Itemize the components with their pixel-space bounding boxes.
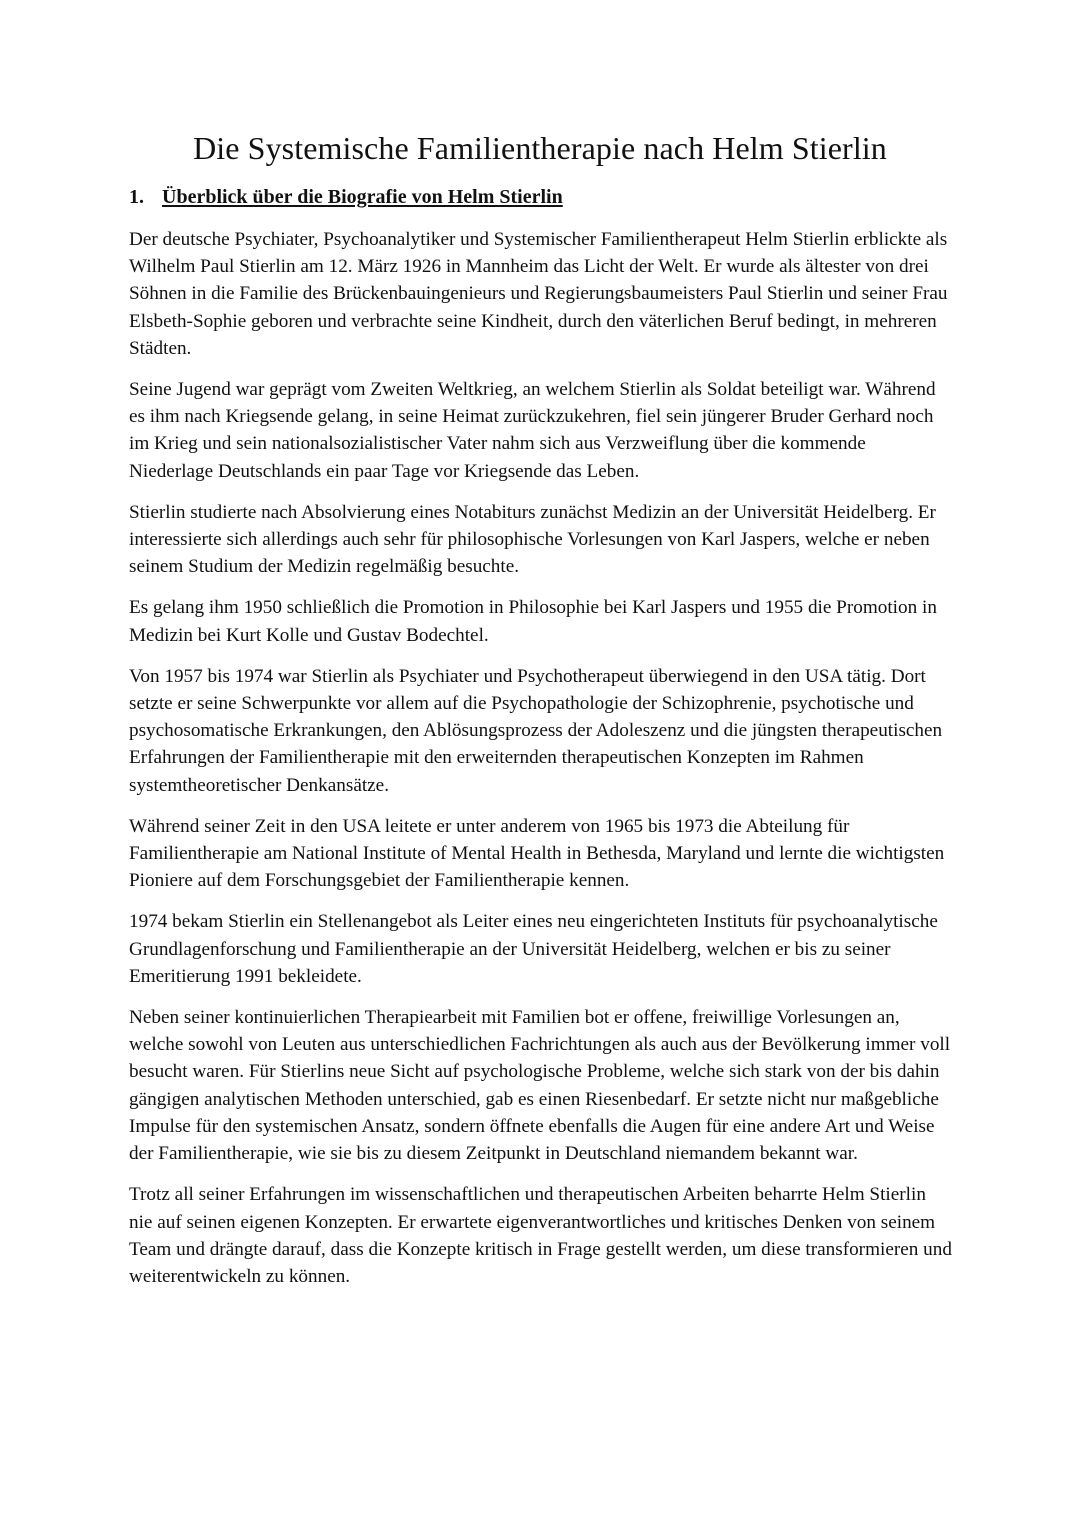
paragraph-nimh: Während seiner Zeit in den USA leitete er unter anderem von 1965 bis 1973 die Abteilung für Familientherapie am National Institute of Mental Health in Bethesda, Maryland und lernte die wichtigsten Pioniere auf dem Forschungsgebiet der Familientherapie kennen. [129,815,945,892]
paragraph-usa: Von 1957 bis 1974 war Stierlin als Psychiater und Psychotherapeut überwiegend in den USA tätig. Dort setzte er seine Schwerpunkte vor allem auf die Psychopathologie der Schizophrenie, psychotische und psychosomatische Erkrankungen, den Ablösungsprozess der Adoleszenz und die jüngsten therapeutischen Erfahrungen der Familientherapie mit den erweiternden therapeutischen Konzepten im Rahmen systemtheoretischer Denkansätze. [129,665,943,796]
paragraph-birth: Der deutsche Psychiater, Psychoanalytiker und Systemischer Familientherapeut Helm Stierlin erblickte als Wilhelm Paul Stierlin am 12. März 1926 in Mannheim das Licht der Welt. Er wurde als ältester von drei Söhnen in die Familie des Brückenbauingenieurs und Regierungsbaumeisters Paul Stierlin und seiner Frau Elsbeth-Sophie geboren und verbrachte seine Kindheit, durch den väterlichen Beruf bedingt, in mehreren Städten. [129,229,948,359]
section-heading-text: Überblick über die Biografie von Helm Stierlin [162,186,563,208]
paragraph-critical-thinking: Trotz all seiner Erfahrungen im wissenschaftlichen und therapeutischen Arbeiten beharrte Helm Stierlin nie auf seinen eigenen Konzepten. Er erwartete eigenverantwortliches und kritisches Denken von seinem Team und drängte darauf, dass die Konzepte kritisch in Frage gestellt werden, um diese transformieren und weiterentwickeln zu können. [129,1184,952,1287]
paragraph-heidelberg: 1974 bekam Stierlin ein Stellenangebot als Leiter eines neu eingerichteten Instituts für psychoanalytische Grundlagenforschung und Familientherapie an der Universität Heidelberg, welchen er bis zu seiner Emeritierung 1991 bekleidete. [129,911,938,987]
section-number: 1. [129,186,144,208]
paragraph-promotion: Es gelang ihm 1950 schließlich die Promotion in Philosophie bei Karl Jaspers und 1955 die Promotion in Medizin bei Kurt Kolle und Gustav Bodechtel. [129,597,937,646]
paragraph-youth: Seine Jugend war geprägt vom Zweiten Weltkrieg, an welchem Stierlin als Soldat beteiligt war. Während es ihm nach Kriegsende gelang, in seine Heimat zurückzukehren, fiel sein jüngerer Bruder Gerhard noch im Krieg und sein nationalsozialistischer Vater nahm sich aus Verzweiflung über die kommende Niederlage Deutschlands ein paar Tage vor Kriegsende das Leben. [129,379,936,482]
section-heading [129,184,563,210]
document-title: Die Systemische Familientherapie nach Helm Stierlin [193,130,887,166]
paragraph-studies: Stierlin studierte nach Absolvierung eines Notabiturs zunächst Medizin an der Universität Heidelberg. Er interessierte sich allerdings auch sehr für philosophische Vorlesungen von Karl Jaspers, welche er neben seinem Studium der Medizin regelmäßig besuchte. [129,501,936,578]
paragraph-lectures: Neben seiner kontinuierlichen Therapiearbeit mit Familien bot er offene, freiwillige Vorlesungen an, welche sowohl von Leuten aus unterschiedlichen Fachrichtungen als auch aus der Bevölkerung immer voll besucht waren. Für Stierlins neue Sicht auf psychologische Probleme, welche sich stark von der bis dahin gängigen analytischen Methoden unterschied, gab es einen Riesenbedarf. Er setzte nicht nur maßgebliche Impulse für den systemischen Ansatz, sondern öffnete ebenfalls die Augen für eine andere Art und Weise der Familientherapie, wie sie bis zu diesem Zeitpunkt in Deutschland niemandem bekannt war. [129,1007,951,1165]
document-body [129,226,953,1304]
